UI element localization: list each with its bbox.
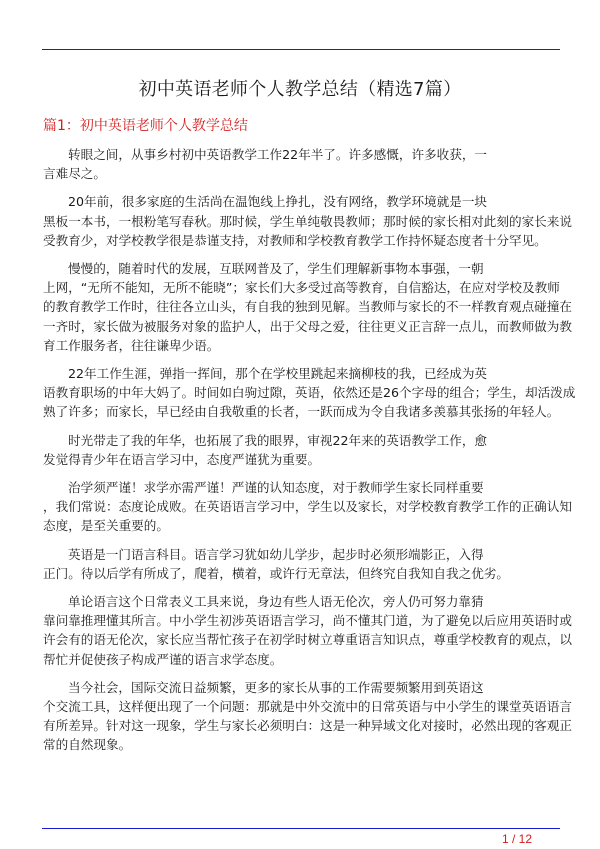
section-heading: 篇1：初中英语老师个人教学总结 (43, 118, 248, 134)
paragraph-line: 帮忙并促使孩子构成严谨的语言求学态度。 (43, 651, 283, 667)
paragraph (43, 545, 561, 583)
paragraph-line: 慢慢的，随着时代的发展，互联网普及了，学生们理解新事物本事强，一朝 (68, 261, 484, 277)
paragraph (43, 192, 572, 250)
paragraph-line: 正门。待以后学有所成了，爬着，横着，或许行无章法，但终究自我知自我之优劣。 (43, 565, 509, 581)
paragraph-line: 转眼之间，从事乡村初中英语教学工作22年半了。许多感慨，许多收获，一 (68, 147, 488, 162)
header-rule (42, 49, 560, 50)
paragraph-line: 20年前，很多家庭的生活尚在温饱线上挣扎，没有网络，教学环境就是一块 (68, 194, 488, 210)
paragraph-line: 时光带走了我的年华，也拓展了我的眼界，审视22年来的英语教学工作，愈 (68, 432, 488, 448)
paragraph-line: 发觉得青少年在语言学习中，态度严谨犹为重要。 (43, 451, 321, 467)
footer-rule (42, 828, 560, 829)
paragraph-line: 语教育职场的中年大妈了。时间如白驹过隙，英语，依然还是26个字母的组合；学生，却活泼成 (43, 385, 576, 401)
paragraph-line: 态度，是至关重要的。 (43, 518, 169, 534)
paragraph (43, 592, 572, 669)
document-body (43, 145, 576, 764)
paragraph-line: ，我们常说：态度论成败。在英语语言学习中，学生以及家长，对学校教育教学工作的正确认知 (43, 499, 572, 515)
paragraph-line: 上网，“无所不能知，无所不能晓”；家长们大多受过高等教育，自信豁达，在应对学校及教师 (43, 280, 560, 296)
document-title: 初中英语老师个人教学总结（精选7篇） (138, 79, 462, 100)
paragraph-line: 个交流工具，这样便出现了一个问题：那就是中外交流中的日常英语与中小学生的课堂英语语言 (43, 699, 572, 715)
paragraph-line: 治学须严谨！求学亦需严谨！严谨的认知态度，对于教师学生家长同样重要 (68, 480, 484, 496)
paragraph-line: 许会有的语无伦次，家长应当帮忙孩子在初学时树立尊重语言知识点，尊重学校教育的观点，以 (43, 632, 572, 648)
paragraph-line: 当今社会，国际交流日益频繁，更多的家长从事的工作需要频繁用到英语这 (68, 679, 484, 695)
paragraph-line: 22年工作生涯，弹指一挥间，那个在学校里跳起来摘柳枝的我，已经成为英 (68, 366, 488, 382)
paragraph-line: 常的自然现象。 (43, 737, 132, 753)
paragraph (43, 678, 572, 755)
paragraph-line: 黑板一本书，一根粉笔写春秋。那时候，学生单纯敬畏教师；那时候的家长相对此刻的家长来说 (43, 213, 572, 229)
paragraph-line: 熟了许多；而家长，早已经由自我敬重的长者，一跃而成为令自我诸多羡慕其张扬的年轻人。 (43, 404, 560, 420)
paragraph-line: 靠问靠推理懂其所言。中小学生初涉英语语言学习，尚不懂其门道，为了避免以后应用英语时或 (43, 613, 572, 629)
paragraph-line: 有所差异。针对这一现象，学生与家长必须明白：这是一种异域文化对接时，必然出现的客观正 (43, 718, 572, 734)
paragraph (43, 364, 576, 422)
paragraph-line: 的教育教学工作时，往往各立山头，有自我的独到见解。当教师与家长的不一样教育观点碰撞在 (43, 299, 572, 315)
paragraph (43, 259, 572, 355)
paragraph (43, 431, 561, 469)
paragraph-line: 单论语言这个日常表义工具来说，身边有些人语无伦次，旁人仍可努力靠猜 (68, 594, 484, 610)
page-number: 1 / 12 (502, 832, 533, 846)
paragraph-line: 受教育少，对学校教学很是恭谨支持，对教师和学校教育教学工作持怀疑态度者十分罕见。 (43, 232, 547, 248)
paragraph (43, 478, 572, 536)
paragraph-line: 育工作服务者，往往谦卑少语。 (43, 337, 220, 353)
paragraph-line: 一齐时，家长做为被服务对象的监护人，出于父母之爱，往往更义正言辞一点儿，而教师做为教 (43, 318, 572, 334)
paragraph-line: 言难尽之。 (43, 166, 106, 182)
paragraph-line: 英语是一门语言科目。语言学习犹如幼儿学步，起步时必须形端影正，入得 (68, 546, 484, 562)
paragraph (43, 145, 561, 183)
